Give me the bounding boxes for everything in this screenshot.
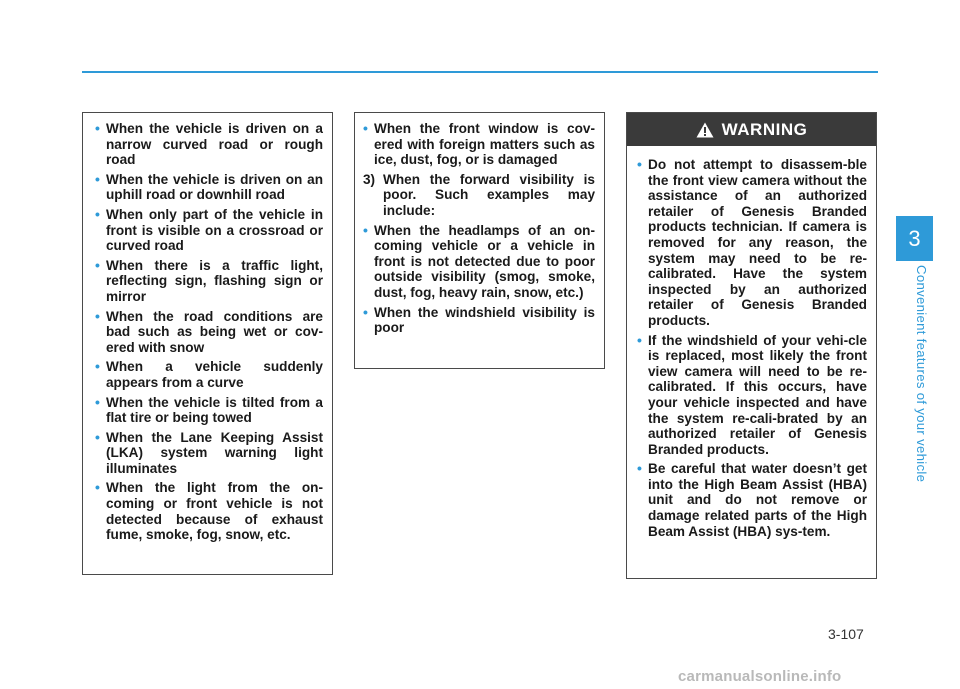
list-item: • Be careful that water doesn’t get into the High Beam Assist (HBA) unit and do not remove or damage related parts of the High Beam Assist (HBA) sys-tem. [637, 460, 867, 539]
page-number: 3-107 [828, 626, 864, 642]
list-item: • When the front window is cov-ered with foreign matters such as ice, dust, fog, or is damaged [363, 120, 595, 168]
list-item: • When the vehicle is driven on an uphill road or downhill road [95, 170, 323, 203]
list-item: • When the road conditions are bad such as being wet or cov-ered with snow [95, 307, 323, 355]
bullet-icon: • [95, 205, 100, 222]
warning-list [637, 157, 867, 539]
chapter-title: Convenient features of your vehicle [914, 265, 929, 483]
bullet-icon: • [637, 460, 642, 477]
warning-header [627, 113, 876, 146]
list-item: • When only part of the vehicle in front is visible on a crossroad or curved road [95, 205, 323, 254]
bullet-icon: • [95, 120, 100, 136]
bullet-icon: • [363, 221, 368, 238]
list-item: • When the Lane Keeping Assist (LKA) system warning light illuminates [95, 428, 323, 476]
list-item: • When the light from the on-coming or front vehicle is not detected because of exhaust fume, smoke, fog, snow, etc. [95, 479, 323, 543]
condition-number: 3) [363, 171, 376, 187]
conditions-list [95, 121, 323, 543]
list-item: • When the windshield visibility is poor [363, 303, 595, 336]
list-item: • Do not attempt to disassem-ble the front view camera without the assistance of an authorized retailer of Genesis Branded products technician. If camera is removed for any reason, the system may need to be re-calibrated. Have the system inspected by an authorized retailer of Genesis Branded products. [637, 156, 867, 328]
bullet-icon: • [95, 428, 100, 445]
list-item: • When a vehicle suddenly appears from a curve [95, 358, 323, 390]
watermark: carmanualsonline.info [678, 668, 842, 685]
bullet-icon: • [95, 170, 100, 187]
bullet-icon: • [363, 303, 368, 320]
warning-box [626, 112, 877, 579]
bullet-icon: • [95, 393, 100, 410]
conditions-box-left [82, 112, 333, 575]
bullet-icon: • [637, 156, 642, 172]
chapter-number-tab: 3 [896, 216, 933, 261]
list-item: • When the vehicle is tilted from a flat tire or being towed [95, 393, 323, 426]
conditions-box-middle [354, 112, 605, 369]
conditions-list-continued [363, 121, 595, 168]
bullet-icon: • [95, 256, 100, 273]
list-item: • If the windshield of your vehi-cle is replaced, most likely the front view camera will need to be re-calibrated. If this occurs, have your vehicle inspected and have the system re-cali-brated by an authorized retailer of Genesis Branded products. [637, 331, 867, 457]
numbered-condition [363, 172, 595, 219]
list-item: • When the headlamps of an on-coming vehicle or a vehicle in front is not detected due to poor outside visibility (smog, smoke, dust, fog, heavy rain, snow, etc.) [363, 221, 595, 300]
warning-body [627, 146, 876, 539]
list-item: • When the vehicle is driven on a narrow curved road or rough road [95, 120, 323, 168]
visibility-examples-list [363, 223, 595, 336]
bullet-icon: • [637, 331, 642, 348]
header-rule [82, 71, 878, 73]
bullet-icon: • [363, 120, 368, 136]
bullet-icon: • [95, 479, 100, 496]
warning-triangle-icon [696, 122, 714, 138]
bullet-icon: • [95, 307, 100, 324]
condition-text: When the forward visibility is poor. Such examples may include: [383, 171, 595, 218]
bullet-icon: • [95, 358, 100, 375]
warning-title: WARNING [721, 119, 808, 139]
list-item: • When there is a traffic light, reflecting sign, flashing sign or mirror [95, 256, 323, 304]
